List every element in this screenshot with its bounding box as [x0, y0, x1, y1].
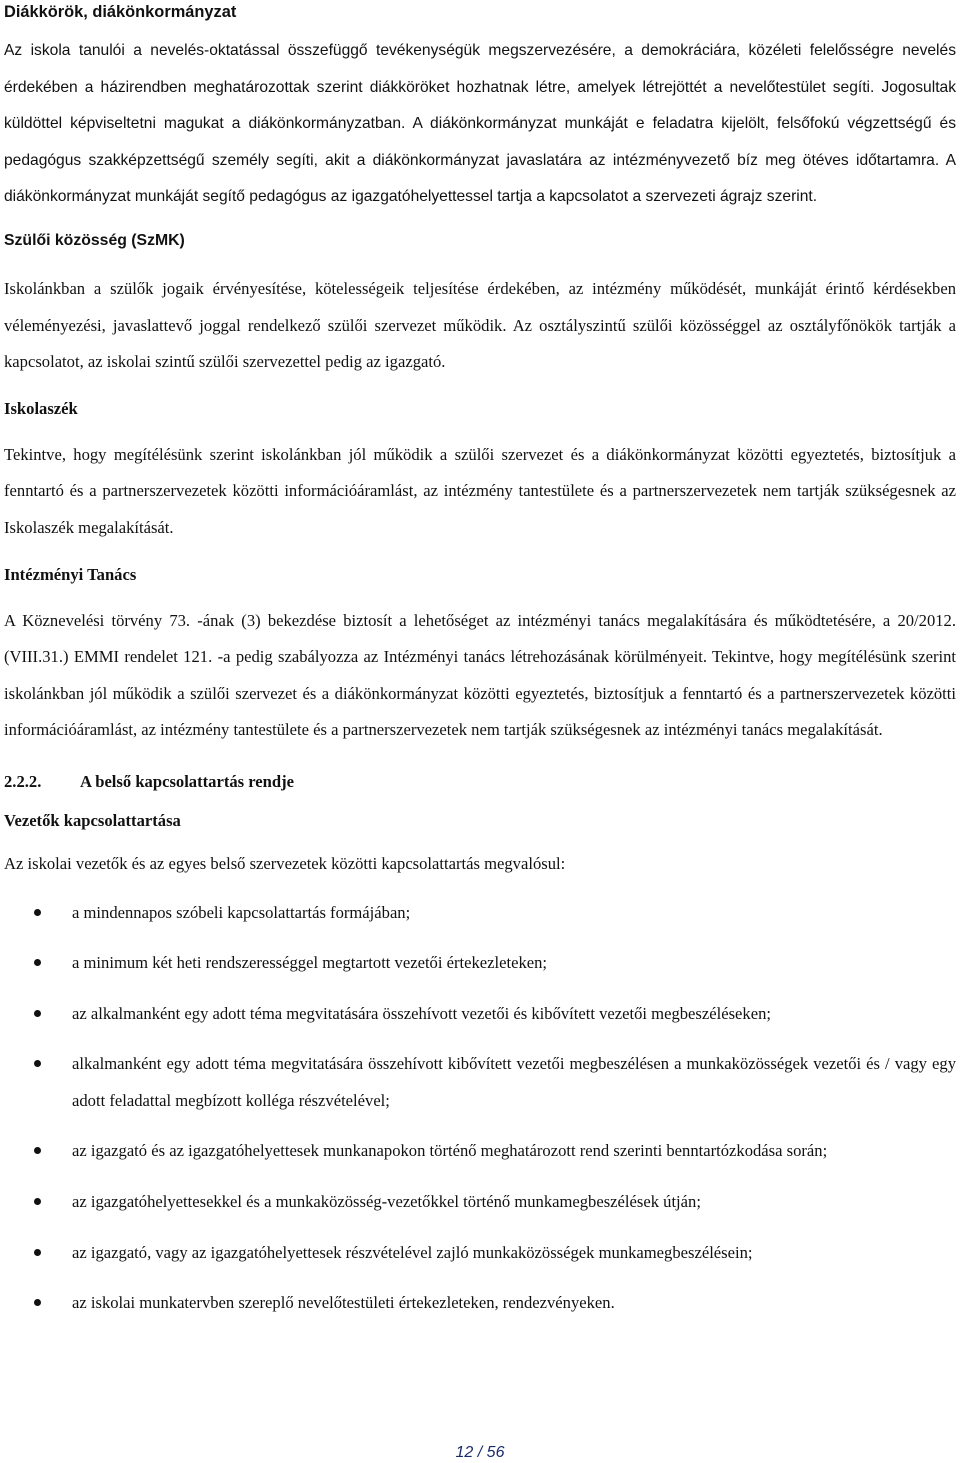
section-heading-2-2-2 — [4, 771, 956, 793]
section-title: A belső kapcsolattartás rendje — [80, 771, 295, 791]
list-item: az igazgatóhelyettesekkel és a munkaközösség-vezetőkkel történő munkamegbeszélések útján; — [4, 1184, 956, 1221]
list-item: alkalmanként egy adott téma megvitatására összehívott kibővített vezetői megbeszélésen a munkaközösségek vezetői és / vagy egy adott feladattal megbízott kolléga részvételével; — [4, 1046, 956, 1119]
bullet-icon — [34, 1147, 41, 1154]
bullet-icon — [34, 1249, 41, 1256]
szmk-heading: Szülői közösség (SzMK) — [4, 231, 185, 249]
vezetok-intro: Az iskolai vezetők és az egyes belső szervezetek közötti kapcsolattartás megvalósul: — [4, 853, 566, 873]
document-page — [4, 0, 956, 1322]
iskolaszek-paragraph: Tekintve, hogy megítélésünk szerint iskolánkban jól működik a szülői szervezet és a diákönkormányzat közötti egyeztetés, biztosítjuk a fenntartó és a partnerszervezetek közötti információáramlást, az intézmény tantestülete és a partnerszervezetek nem tartják szükségesnek az Iskolaszék megalakítását. — [4, 444, 956, 537]
diak-heading: Diákkörök, diákönkormányzat — [4, 3, 237, 21]
list-item: a mindennapos szóbeli kapcsolattartás formájában; — [4, 895, 956, 932]
list-item: a minimum két heti rendszerességgel megtartott vezetői értekezleteken; — [4, 945, 956, 982]
diak-paragraph: Az iskola tanulói a nevelés-oktatással összefüggő tevékenységük megszervezésére, a demokráciára, közéleti felelősségre nevelés érdekében a házirendben meghatározottak szerint diákköröket hozhatnak létre, amelyek létrejöttét a nevelőtestület segíti. Jogosultak küldöttel képviseltetni magukat a diákönkormányzatban. A diákönkormányzat munkáját e feladatra kijelölt, felsőfokú végzettségű és pedagógus szakképzettségű személy segíti, akit a diákönkormányzat javaslatára az intézményvezető bíz meg ötéves időtartamra. A diákönkormányzat munkáját segítő pedagógus az igazgatóhelyettessel tartja a kapcsolatot a szervezeti ágrajz szerint. — [4, 42, 956, 206]
vezetok-bullet-list — [4, 895, 956, 1322]
bullet-icon — [34, 1299, 41, 1306]
bullet-icon — [34, 1010, 41, 1017]
section-number: 2.2.2. — [4, 771, 42, 791]
bullet-icon — [34, 1198, 41, 1205]
list-item: az alkalmanként egy adott téma megvitatására összehívott vezetői és kibővített vezetői megbeszéléseken; — [4, 996, 956, 1033]
bullet-icon — [34, 1060, 41, 1067]
bullet-icon — [34, 959, 41, 966]
list-item: az igazgató és az igazgatóhelyettesek munkanapokon történő meghatározott rend szerinti benntartózkodása során; — [4, 1133, 956, 1170]
tanacs-paragraph: A Köznevelési törvény 73. -ának (3) bekezdése biztosít a lehetőséget az intézményi tanács megalakítására és működtetésére, a 20/2012. (VIII.31.) EMMI rendelet 121. -a pedig szabályozza az Intézményi tanács létrehozásának körülményeit. Tekintve, hogy megítélésünk szerint iskolánkban jól működik a szülői szervezet és a diákönkormányzat közötti egyeztetés, biztosítjuk a fenntartó és a partnerszervezetek közötti információáramlást, az intézmény tantestülete és a partnerszervezetek nem tartják szükségesnek az intézményi tanács megalakítását. — [4, 610, 956, 740]
szmk-paragraph: Iskolánkban a szülők jogaik érvényesítése, kötelességeik teljesítése érdekében, az intézmény működését, munkáját érintő kérdésekben véleményezési, javaslattevő joggal rendelkező szülői szervezet működik. Az osztályszintű szülői közösséggel az osztályfőnökök tartják a kapcsolatot, az iskolai szintű szülői szervezettel pedig az igazgató. — [4, 278, 956, 372]
list-item: az igazgató, vagy az igazgatóhelyettesek részvételével zajló munkaközösségek munkamegbeszélésein; — [4, 1235, 956, 1272]
iskolaszek-heading: Iskolaszék — [4, 398, 78, 418]
bullet-icon — [34, 909, 41, 916]
page-number: 12 / 56 — [455, 1444, 505, 1461]
list-item: az iskolai munkatervben szereplő nevelőtestületi értekezleteken, rendezvényeken. — [4, 1285, 956, 1322]
tanacs-heading: Intézményi Tanács — [4, 564, 137, 584]
vezetok-heading: Vezetők kapcsolattartása — [4, 810, 181, 830]
